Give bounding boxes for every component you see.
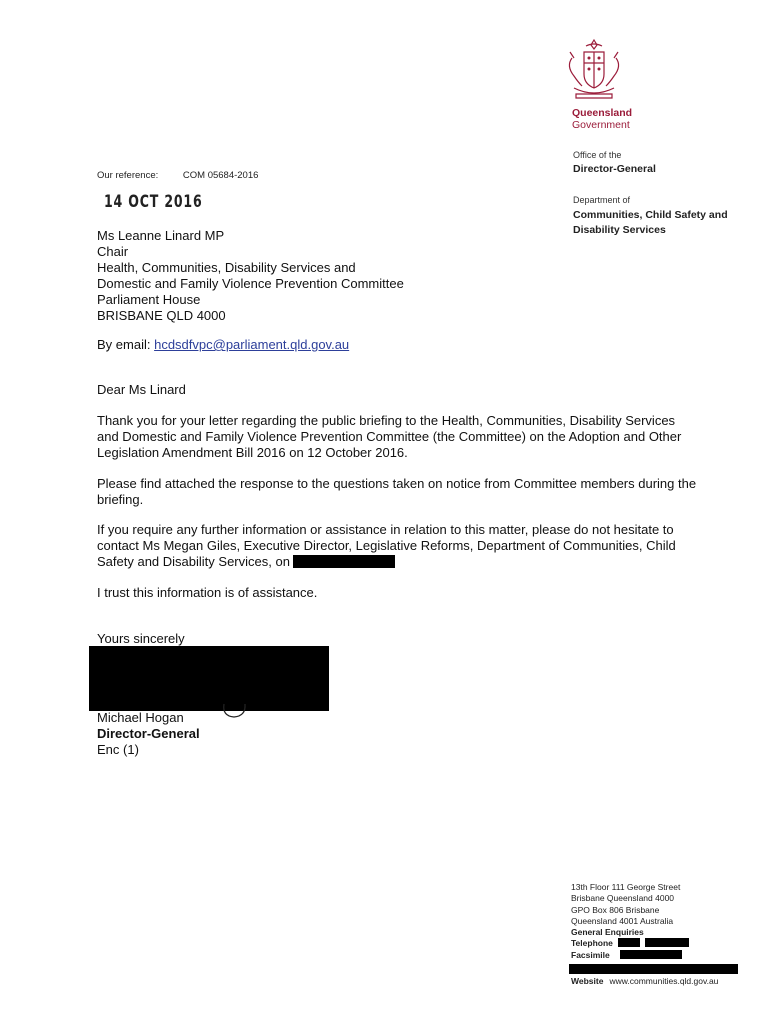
redacted-phone (293, 555, 395, 568)
reference-value: COM 05684-2016 (182, 170, 259, 181)
reference-line (97, 170, 258, 181)
email-line (97, 337, 349, 352)
footer-line-4: Queensland 4001 Australia (571, 915, 674, 926)
recipient-building: Parliament House (97, 292, 201, 307)
recipient-address (97, 228, 404, 324)
committee-line-2: Domestic and Family Violence Prevention Committee (97, 276, 404, 291)
government-subtitle: Government (572, 119, 630, 131)
redacted-telephone-2 (645, 938, 689, 947)
facsimile-label: Facsimile (571, 949, 610, 960)
office-label: Office of the (573, 150, 622, 160)
signer-block (97, 710, 200, 758)
paragraph-3 (97, 522, 697, 570)
signer-name: Michael Hogan (97, 710, 184, 725)
reference-label: Our reference: (97, 170, 159, 181)
paragraph-4: I trust this information is of assistance. (97, 585, 318, 600)
email-link[interactable]: hcdsdfvpc@parliament.qld.gov.au (154, 337, 350, 352)
salutation: Dear Ms Linard (97, 382, 186, 397)
queensland-coat-of-arms-icon (564, 38, 624, 104)
footer-contact (571, 882, 689, 961)
date-stamp: 14 OCT 2016 (104, 192, 203, 212)
website-line (571, 976, 718, 986)
department-label: Department of (573, 195, 631, 205)
redacted-facsimile (620, 950, 682, 959)
recipient-city: BRISBANE QLD 4000 (97, 308, 226, 323)
department-name: Communities, Child Safety and Disability Services (573, 209, 728, 236)
facsimile-row (571, 950, 689, 961)
redacted-signature (89, 646, 329, 711)
telephone-row (571, 938, 689, 949)
email-label: By email: (97, 337, 151, 352)
government-name: Queensland (572, 107, 633, 119)
recipient-name: Ms Leanne Linard MP (97, 228, 225, 243)
paragraph-3-text: If you require any further information or assistance in relation to this matter, please do not hesitate to contact Ms Megan Giles, Executive Director, Legislative Reforms, Department of Communities, Child Safety and Disability Services, on (97, 522, 676, 569)
signature-stroke (222, 700, 248, 720)
committee-line-1: Health, Communities, Disability Services and (97, 260, 356, 275)
redacted-email-line (569, 964, 738, 974)
valediction: Yours sincerely (97, 631, 185, 646)
website-url[interactable]: www.communities.qld.gov.au (609, 976, 719, 986)
redacted-telephone-1 (618, 938, 640, 947)
footer-line-2: Brisbane Queensland 4000 (571, 893, 675, 904)
recipient-role: Chair (97, 244, 129, 259)
website-label: Website (571, 976, 604, 986)
paragraph-2: Please find attached the response to the questions taken on notice from Committee members during the briefing. (97, 476, 697, 507)
enclosure: Enc (1) (97, 742, 139, 757)
footer-line-3: GPO Box 806 Brisbane (571, 904, 660, 915)
telephone-label: Telephone (571, 938, 613, 949)
footer-line-1: 13th Floor 111 George Street (571, 882, 681, 892)
signer-title: Director-General (97, 726, 200, 741)
office-title: Director-General (573, 163, 656, 175)
general-enquiries-label: General Enquiries (571, 927, 644, 938)
paragraph-1: Thank you for your letter regarding the public briefing to the Health, Communities, Disability Services and Domestic and Family Violence Prevention Committee (the Committee) on the Adoption and Other Legislation Amendment Bill 2016 on 12 October 2016. (97, 413, 682, 460)
